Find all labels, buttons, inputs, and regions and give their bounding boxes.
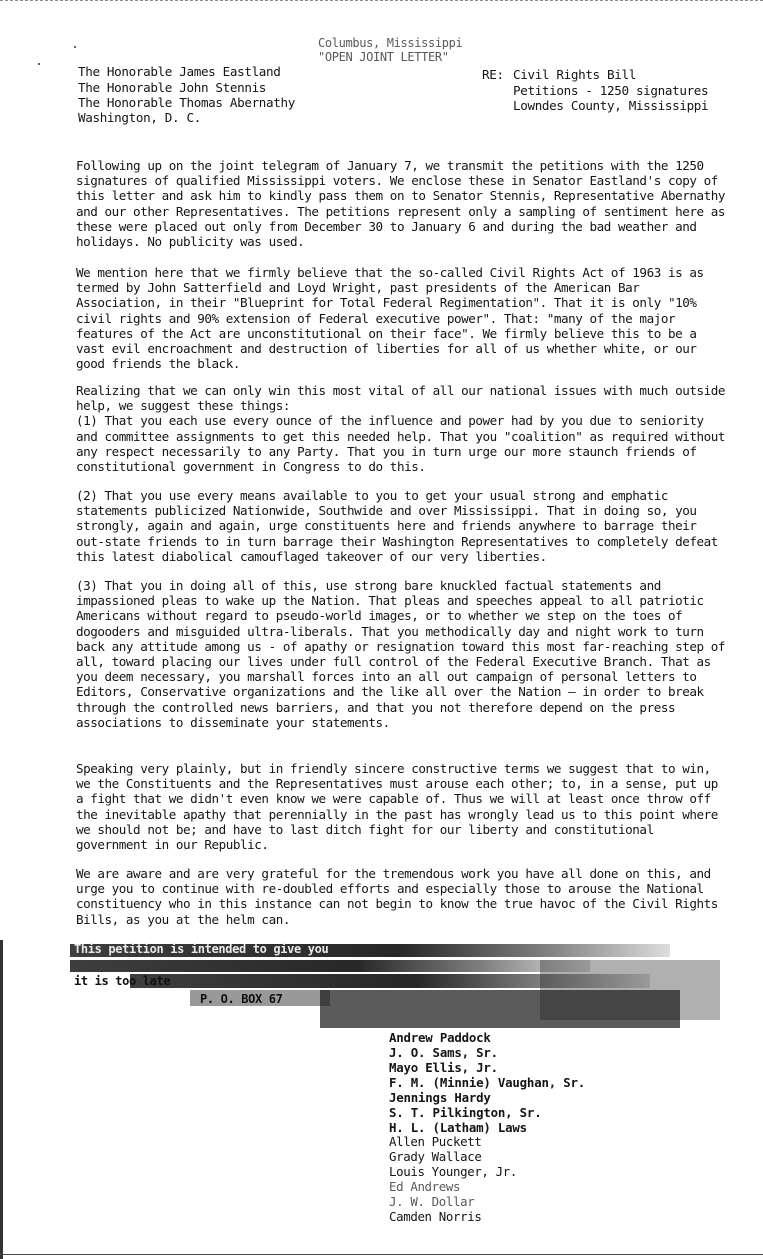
redacted-block <box>70 940 760 1032</box>
left-scan-edge <box>0 940 3 1259</box>
scan-speck <box>38 63 40 65</box>
signatory-name: Jennings Hardy <box>389 1090 491 1105</box>
signatory-name: Camden Norris <box>389 1209 482 1224</box>
signatory-name: S. T. Pilkington, Sr. <box>389 1105 542 1120</box>
signatory-name: Grady Wallace <box>389 1149 482 1164</box>
body-paragraph: (3) That you in doing all of this, use strong bare knuckled factual statements and impassioned pleas to wake up the Nation. That pleas and speeches appeal to all patriotic Americans without regard to pseudo-world images, or to whether we step on the toes of dogooders and misguided ultra-liberals. That you methodically day and night work to turn back any attitude among us - of apathy or resignation toward this most far-reaching step of all, toward placing our lives under full control of the Federal Executive Branch. That as you deem necessary, you marshall forces into an all out campaign of personal letters to Editors, Conservative organizations and the like all over the Nation — in order to break through the controlled news barriers, and that you not therefore depend on the press associations to disseminate your statements. <box>76 578 726 730</box>
redacted-fragment: This petition is intended to give you <box>74 942 329 956</box>
signatory-name: J. W. Dollar <box>389 1194 475 1209</box>
redacted-fragment: it is too late <box>74 974 171 988</box>
reference-label: RE: <box>482 67 504 82</box>
bottom-scan-edge <box>0 1254 763 1255</box>
addressee-line: The Honorable Thomas Abernathy <box>78 95 295 110</box>
reference-line: Lowndes County, Mississippi <box>513 98 709 113</box>
addressee-line: Washington, D. C. <box>78 110 201 125</box>
signatory-name: Louis Younger, Jr. <box>389 1164 517 1179</box>
letterhead-city: Columbus, Mississippi <box>318 36 463 50</box>
scan-speck <box>74 46 76 48</box>
signatory-name: Mayo Ellis, Jr. <box>389 1060 498 1075</box>
signatory-name: F. M. (Minnie) Vaughan, Sr. <box>389 1075 586 1090</box>
signatory-name: Allen Puckett <box>389 1134 482 1149</box>
body-paragraph: (2) That you use every means available to you to get your usual strong and emphatic statements publicized Nationwide, Southwide and over Mississippi. That in doing so, you strongly, again and again, urge constituents here and friends anywhere to barrage their out-state friends to in turn barrage their Washington Representatives to completely defeat this latest diabolical camouflaged takeover of our very liberties. <box>76 488 718 564</box>
signatory-name: H. L. (Latham) Laws <box>389 1120 527 1135</box>
body-paragraph: Following up on the joint telegram of January 7, we transmit the petitions with the 1250 signatures of qualified Mississippi voters. We enclose these in Senator Eastland's copy of this letter and ask him to kindly pass them on to Senator Stennis, Representative Abernathy and our other Representatives. The petitions represent only a sampling of sentiment here as these were placed out only from December 30 to January 6 and during the bad weather and holidays. No publicity was used. <box>76 158 726 250</box>
signatory-name: Andrew Paddock <box>389 1030 491 1045</box>
redacted-fragment: P. O. BOX 67 <box>200 992 283 1006</box>
signatory-name: J. O. Sams, Sr. <box>389 1045 498 1060</box>
addressee-line: The Honorable James Eastland <box>78 64 281 79</box>
body-paragraph: We are aware and are very grateful for the tremendous work you have all done on this, and urge you to continue with re-doubled efforts and especially those to arouse the National constituency who in this instance can not begin to know the true havoc of the Civil Rights Bills, as you at the helm can. <box>76 866 718 927</box>
addressee-line: The Honorable John Stennis <box>78 80 267 95</box>
body-paragraph: We mention here that we firmly believe that the so-called Civil Rights Act of 1963 is as termed by John Satterfield and Loyd Wright, past presidents of the American Bar Association, in their "Blueprint for Total Federal Regimentation". That it is only "10% civil rights and 90% extension of Federal executive power". That: "many of the major features of the Act are unconstitutional on their face". We firmly believe this to be a vast evil encroachment and destruction of liberties for all of us whether white, or our good friends the black. <box>76 265 704 372</box>
reference-line: Civil Rights Bill <box>513 67 636 82</box>
body-paragraph: Realizing that we can only win this most vital of all our national issues with much outside help, we suggest these things: (1) That you each use every ounce of the influence and power had by you due to seniority and committee assignments to get this needed help. That you "coalition" as required without any respect necessarily to any Party. That you in turn urge our more staunch friends of constitutional government in Congress to do this. <box>76 383 726 475</box>
body-paragraph: Speaking very plainly, but in friendly sincere constructive terms we suggest that to win, we the Constituents and the Representatives must arouse each other; to, in a sense, put up a fight that we didn't even know we were capable of. Thus we will at least once throw off the inevitable apathy that perennially in the past has wrongly lead us to this point where we should not be; and have to last ditch fight for our liberty and constitutional government in our Republic. <box>76 761 718 853</box>
letterhead-kind: "OPEN JOINT LETTER" <box>318 50 449 64</box>
top-perforation <box>0 0 763 1</box>
reference-line: Petitions - 1250 signatures <box>513 83 709 98</box>
signatory-name: Ed Andrews <box>389 1179 461 1194</box>
